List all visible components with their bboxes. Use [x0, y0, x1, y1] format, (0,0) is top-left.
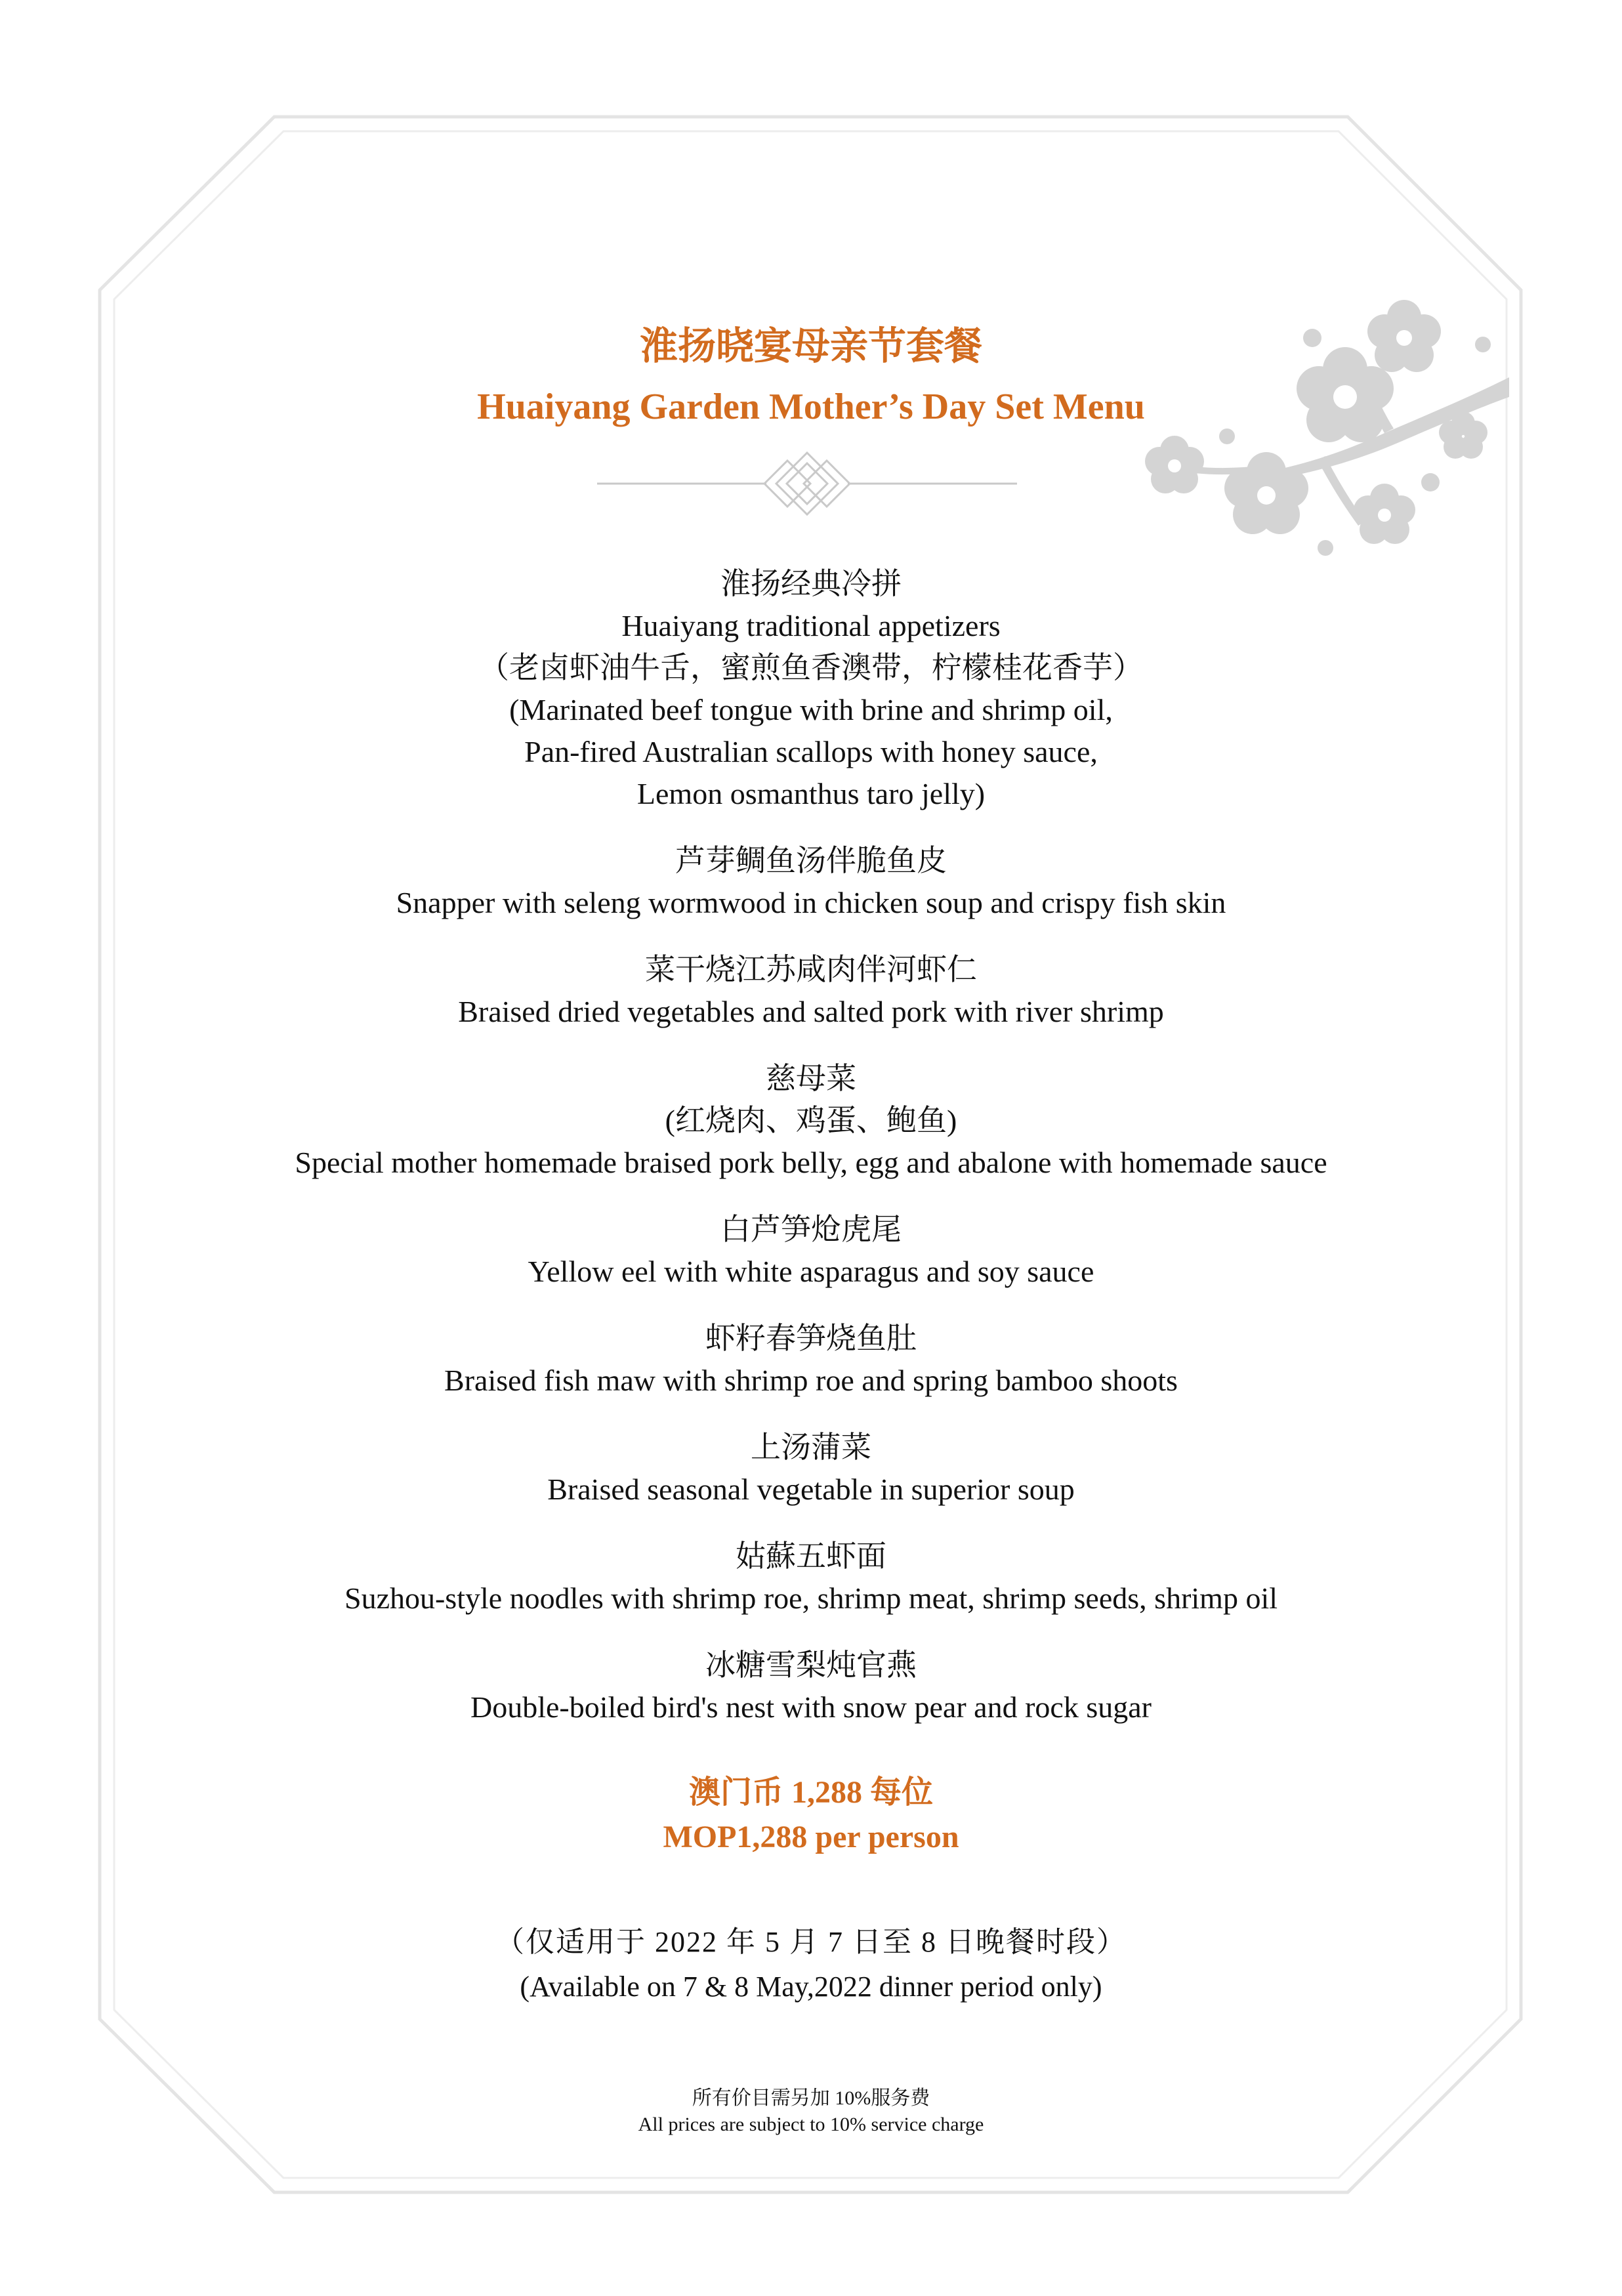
course-detail-english: Pan-fired Australian scallops with honey sauce, [524, 735, 1098, 768]
course-name-english: Special mother homemade braised pork belly, egg and abalone with homemade sauce [295, 1146, 1327, 1179]
course-name-chinese: 冰糖雪梨炖官燕 [705, 1648, 917, 1682]
availability-note-chinese: （仅适用于 2022 年 5 月 7 日至 8 日晚餐时段） [495, 1926, 1127, 1958]
course-detail-english: Lemon osmanthus taro jelly) [636, 777, 986, 810]
course-name-english: Yellow eel with white asparagus and soy sauce [528, 1255, 1094, 1288]
course-item [0, 949, 1622, 1033]
course-name-english: Snapper with seleng wormwood in chicken soup and crispy fish skin [396, 886, 1226, 919]
course-name-chinese: 淮扬经典冷拼 [720, 567, 902, 600]
course-name-chinese: 慈母菜 [766, 1062, 856, 1095]
course-item [0, 1058, 1622, 1184]
course-name-chinese: 白芦笋炝虎尾 [720, 1213, 902, 1246]
course-item [0, 563, 1622, 815]
price-chinese: 澳门币 1,288 每位 [688, 1775, 933, 1810]
course-name-english: Double-boiled bird's nest with snow pear and rock sugar [470, 1690, 1152, 1724]
course-detail-chinese: （老卤虾油牛舌，蜜煎鱼香澳带，柠檬桂花香芋） [479, 651, 1143, 684]
course-item [0, 1644, 1622, 1728]
course-name-chinese: 姑蘇五虾面 [736, 1539, 886, 1573]
course-name-english: Suzhou-style noodles with shrimp roe, shrimp meat, shrimp seeds, shrimp oil [344, 1581, 1278, 1615]
menu-title-english: Huaiyang Garden Mother’s Day Set Menu [477, 386, 1145, 427]
course-name-english: Braised fish maw with shrimp roe and spring bamboo shoots [444, 1364, 1178, 1397]
menu-course-list [0, 563, 1622, 1753]
course-name-chinese: 菜干烧江苏咸肉伴河虾仁 [645, 953, 977, 986]
service-charge-note-chinese: 所有价目需另加 10%服务费 [692, 2087, 930, 2109]
diamond-divider-icon [597, 448, 1017, 520]
course-item [0, 1535, 1622, 1619]
price-english: MOP1,288 per person [663, 1820, 959, 1854]
course-name-english: Huaiyang traditional appetizers [621, 609, 1001, 642]
course-name-english: Braised seasonal vegetable in superior soup [547, 1472, 1075, 1506]
course-item [0, 1209, 1622, 1293]
course-name-chinese: 虾籽春笋烧鱼肚 [705, 1322, 917, 1355]
menu-title-chinese: 淮扬晓宴母亲节套餐 [639, 325, 982, 367]
course-detail-chinese: (红烧肉、鸡蛋、鲍鱼) [665, 1104, 957, 1137]
course-detail-english: (Marinated beef tongue with brine and shrimp oil, [509, 693, 1113, 726]
course-item [0, 840, 1622, 924]
availability-note-english: (Available on 7 & 8 May,2022 dinner period only) [520, 1971, 1102, 2003]
course-name-chinese: 芦芽鲷鱼汤伴脆鱼皮 [675, 844, 947, 877]
course-item [0, 1427, 1622, 1511]
course-item [0, 1318, 1622, 1402]
service-charge-note-english: All prices are subject to 10% service charge [638, 2114, 984, 2135]
course-name-chinese: 上汤蒲菜 [751, 1430, 871, 1464]
course-name-english: Braised dried vegetables and salted pork with river shrimp [458, 995, 1164, 1028]
